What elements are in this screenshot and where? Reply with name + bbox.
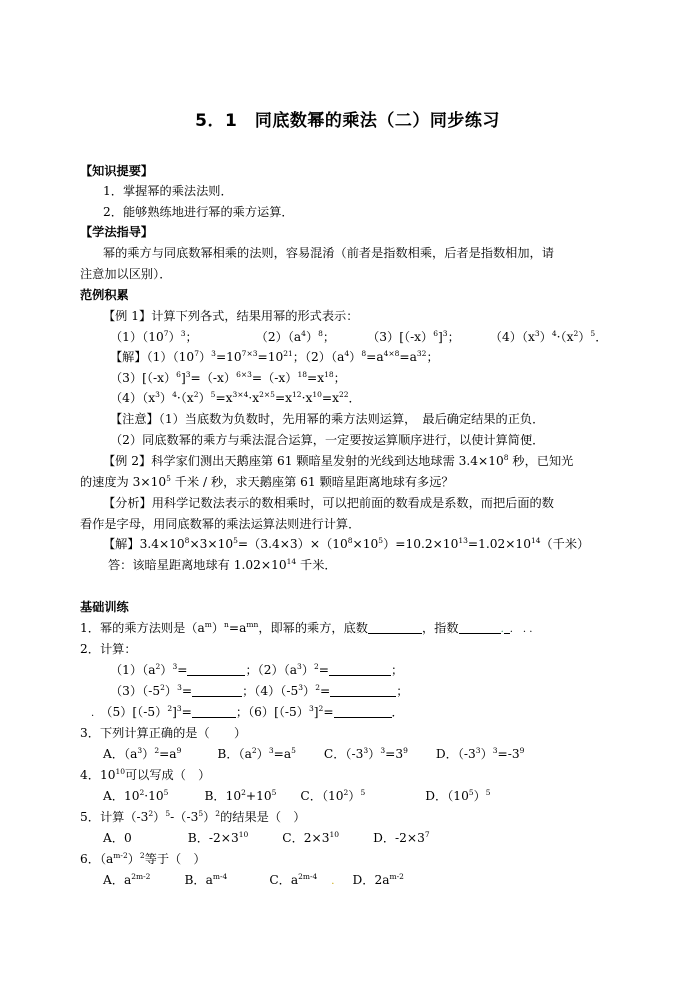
decorative-dot: . xyxy=(331,876,335,887)
answer-blank[interactable] xyxy=(459,621,501,634)
question-2-items: $(1)(a^2)^3=$ ；$(2)(a^3)^2=$ ； xyxy=(110,662,404,677)
question-3: 3．下列计算正确的是（ ） xyxy=(80,726,247,740)
decorative-dot: . . . xyxy=(509,624,533,635)
answer-blank[interactable] xyxy=(192,705,236,718)
question-1: 1．幂的乘方法则是$(a^m)^n=a^{mn}$，即幂的乘方，底数 ，指数 . . . . xyxy=(80,620,533,635)
knowledge-item: 1．掌握幂的乘法法则． xyxy=(103,184,233,198)
page-title: 5．1 同底数幂的乘法（二）同步练习 xyxy=(195,111,500,131)
answer-blank[interactable] xyxy=(368,621,422,634)
examples-heading: 范例积累 xyxy=(80,288,129,302)
note-line: 【注意】（1）当底数为负数时，先用幂的乘方法则运算， 最后确定结果的正负． xyxy=(110,412,545,426)
question-2: 2．计算： xyxy=(80,642,137,656)
analysis-line: 看作是字母，用同底数幂的乘法运算法则进行计算． xyxy=(80,517,361,531)
analysis-label: 【分析】 xyxy=(103,496,152,510)
example-1-solution-line: $(3)[(-x)^6]^3=(-x)^{6\times 3}=(-x)^{18}=x^{18}$； xyxy=(110,370,346,385)
question-4-options: A．$10^2\cdot 10^5$ B．$10^2+10^5$ C．$(10^2)^5$ D．$(10^5)^5$ xyxy=(103,788,491,803)
note-label: 【注意】 xyxy=(110,412,159,426)
question-2-items: . $(5)[(-5)^2]^3=$ ；$(6)[(-5)^3]^2=$ ． xyxy=(91,704,404,719)
example-1-text: 计算下列各式，结果用幂的形式表示： xyxy=(151,309,359,323)
question-6: 6．$(a^{m-2})^2$等于（ ） xyxy=(80,851,206,866)
question-6-options: A．$a^{2m-2}$ B．$a^{m-4}$ C．$a^{2m-4}$ . D．$2a^{m-2}$ xyxy=(103,872,404,887)
basic-heading: 基础训练 xyxy=(80,600,129,614)
guide-heading: 【学法指导】 xyxy=(80,225,154,239)
question-5: 5．计算$(-3^2)^5-(-3^5)^2$的结果是（ ） xyxy=(80,809,306,824)
example-2-line: 的速度为 $3\times 10^5$ 千米 / 秒，求天鹅座第 61 颗暗星距离地球有多远？ xyxy=(80,474,454,489)
solution-label: 【解】 xyxy=(110,350,147,364)
answer-blank[interactable] xyxy=(192,684,242,697)
knowledge-item: 2．能够熟练地进行幂的乘方运算． xyxy=(103,205,294,219)
example-1-solution-line: 【解】$(1)(10^7)^3=10^{7\times 3}=10^{21}$；$(2)(a^4)^8=a^{4\times 8}=a^{32}$； xyxy=(110,349,439,364)
decorative-dot: . xyxy=(91,708,95,719)
answer-blank[interactable] xyxy=(334,705,392,718)
example-1-label: 【例 1】 xyxy=(103,309,152,323)
example-2-line: 【例 2】科学家们测出天鹅座第 61 颗暗星发射的光线到达地球需 $3.4\times 10^8$ 秒，已知光 xyxy=(103,453,574,468)
note-line: （2）同底数幂的乘方与乘法混合运算，一定要按运算顺序进行，以使计算简便． xyxy=(110,433,545,447)
decorative-dot: . xyxy=(500,624,504,635)
example-1-items: $(1)(10^7)^3$； $(2)(a^4)^8$； $(3)[(-x)^6]^3$； $(4)(x^3)^4\cdot(x^2)^5$． xyxy=(110,329,608,344)
question-2-items: $(3)(-5^2)^3=$ ；$(4)(-5^3)^2=$ ； xyxy=(110,683,409,698)
question-3-options: A．$(a^3)^2=a^9$ B．$(a^2)^3=a^5$ C．$(-3^3)^3=3^9$ D．$(-3^3)^3=-3^9$ xyxy=(103,746,525,761)
guide-text: 幂的乘方与同底数幂相乘的法则，容易混淆（前者是指数相乘，后者是指数相加，请 xyxy=(103,246,554,260)
analysis-line: 【分析】用科学记数法表示的数相乘时，可以把前面的数看成是系数，而把后面的数 xyxy=(103,496,554,510)
example-2-label: 【例 2】 xyxy=(103,454,152,468)
answer-blank[interactable] xyxy=(187,663,245,676)
answer-blank[interactable] xyxy=(329,663,391,676)
question-4: 4．$10^{10}$可以写成（ ） xyxy=(80,767,211,782)
answer-blank[interactable] xyxy=(330,684,396,697)
example-2-solution: 【解】$3.4\times 10^8\times 3\times 10^5=(3.4\times 3)\times(10^8\times 10^5)=10.2\times 10^{13}=1.02\times 10^{14}$（千米） xyxy=(103,536,590,551)
example-1-solution-line: $(4)(x^3)^4\cdot(x^2)^5=x^{3\times 4}\cdot x^{2\times 5}=x^{12}\cdot x^{10}=x^{22}$． xyxy=(110,390,361,405)
knowledge-heading: 【知识提要】 xyxy=(80,164,154,178)
question-5-options: A．0 B．$-2\times 3^{10}$ C．$2\times 3^{10}$ D．$-2\times 3^7$ xyxy=(103,830,430,845)
example-2-answer: 答：该暗星距离地球有 $1.02\times 10^{14}$ 千米． xyxy=(108,557,337,572)
guide-text: 注意加以区别）． xyxy=(80,267,172,281)
example-1-prompt xyxy=(103,308,358,324)
